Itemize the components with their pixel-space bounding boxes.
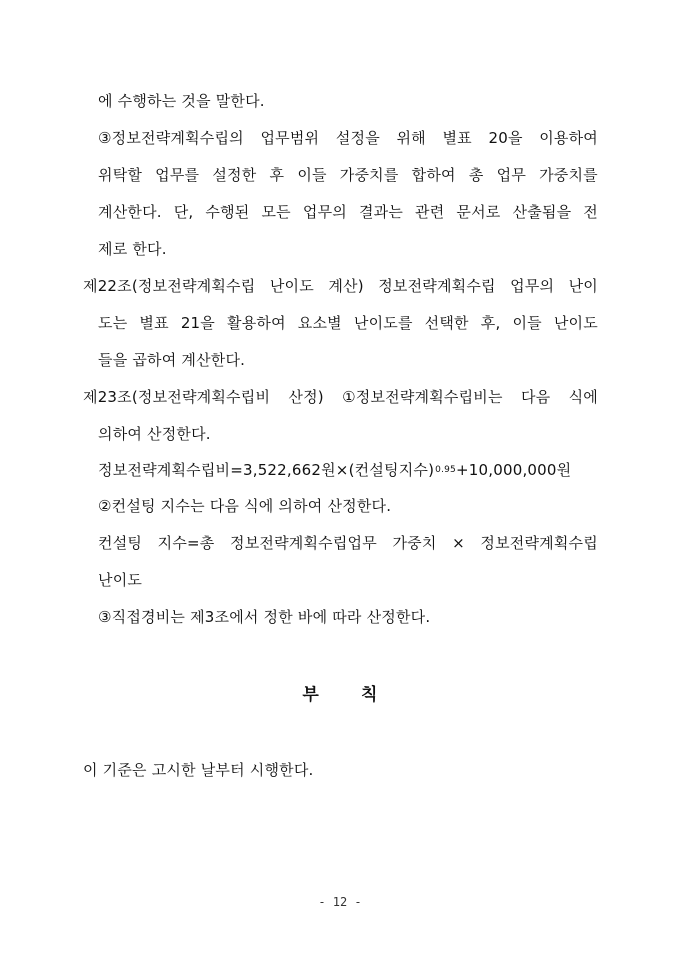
word: 위탁할	[98, 166, 143, 184]
word: 난이도	[269, 277, 314, 295]
word: 수행된	[205, 203, 250, 221]
word: 다음	[520, 388, 551, 406]
word: 정보전략계획수립	[480, 534, 598, 552]
word: 요소별	[297, 314, 342, 332]
text-line-justified	[98, 129, 598, 147]
text-line: ③직접경비는 제3조에서 정한 바에 따라 산정한다.	[98, 608, 431, 626]
text-line-justified	[98, 203, 598, 221]
word: 20을	[488, 129, 523, 147]
word: 이들	[512, 314, 542, 332]
word: 식에	[568, 388, 598, 406]
word: 단,	[173, 203, 194, 221]
formula-main: 정보전략계획수립비=3,522,662원×(컨설팅지수)	[98, 461, 435, 479]
word: 문서로	[456, 203, 501, 221]
word: 난이도를	[353, 314, 413, 332]
word: 업무	[496, 166, 527, 184]
word: 전	[583, 203, 598, 221]
appendix-heading	[0, 680, 680, 705]
word: 21을	[180, 314, 215, 332]
article-22-line	[83, 277, 598, 295]
word: 업무를	[155, 166, 200, 184]
word: 이들	[297, 166, 327, 184]
word: 별표	[139, 314, 169, 332]
word: 후,	[480, 314, 501, 332]
word: 합하여	[411, 166, 456, 184]
appendix-text: 이 기준은 고시한 날부터 시행한다.	[83, 761, 314, 779]
word: 선택한	[424, 314, 469, 332]
word: 난이도	[553, 314, 598, 332]
text-line: 들을 곱하여 계산한다.	[98, 351, 246, 369]
formula-tail: +10,000,000원	[455, 461, 572, 479]
word: 가중치를	[539, 166, 598, 184]
text-line: 난이도	[98, 571, 143, 589]
formula-exponent: 0.95	[435, 465, 456, 475]
word: 제22조(정보전략계획수립	[83, 277, 256, 295]
word: 별표	[442, 129, 472, 147]
word: 정보전략계획수립	[378, 277, 496, 295]
word: 제23조(정보전략계획수립비	[83, 388, 271, 406]
word: 관련	[415, 203, 445, 221]
text-line: 의하여 산정한다.	[98, 425, 211, 443]
text-line-justified	[98, 166, 598, 184]
word: 지수=총	[157, 534, 215, 552]
word: ①정보전략계획수립비는	[342, 388, 503, 406]
word: 산정)	[288, 388, 324, 406]
word: 업무의	[510, 277, 555, 295]
text-line: 제로 한다.	[98, 240, 167, 258]
word: 도는	[98, 314, 128, 332]
word: 난이	[568, 277, 598, 295]
page-number: - 12 -	[318, 895, 362, 909]
text-line-justified	[98, 314, 598, 332]
word: 총	[468, 166, 484, 184]
word: ×	[452, 534, 465, 552]
word: 위해	[396, 129, 426, 147]
word: 후	[269, 166, 285, 184]
appendix-heading-left: 부	[302, 685, 319, 705]
word: 설정을	[335, 129, 380, 147]
word: 업무의	[302, 203, 347, 221]
appendix-heading-right: 칙	[361, 685, 378, 705]
word: 업무범위	[260, 129, 320, 147]
word: 가중치	[392, 534, 437, 552]
word: 정보전략계획수립업무	[230, 534, 377, 552]
word: 활용하여	[227, 314, 286, 332]
word: ③정보전략계획수립의	[98, 129, 244, 147]
word: 결과는	[358, 203, 404, 221]
word: 산출됨을	[512, 203, 572, 221]
consulting-index-formula	[98, 534, 598, 552]
text-line: 에 수행하는 것을 말한다.	[98, 92, 265, 110]
word: 계산)	[328, 277, 364, 295]
word: 가중치를	[339, 166, 399, 184]
word: 모든	[261, 203, 291, 221]
word: 계산한다.	[98, 203, 162, 221]
word: 컨설팅	[98, 534, 143, 552]
article-23-line	[83, 388, 598, 406]
cost-formula	[98, 461, 598, 482]
word: 설정한	[212, 166, 257, 184]
word: 이용하여	[539, 129, 598, 147]
text-line: ②컨설팅 지수는 다음 식에 의하여 산정한다.	[98, 497, 392, 515]
